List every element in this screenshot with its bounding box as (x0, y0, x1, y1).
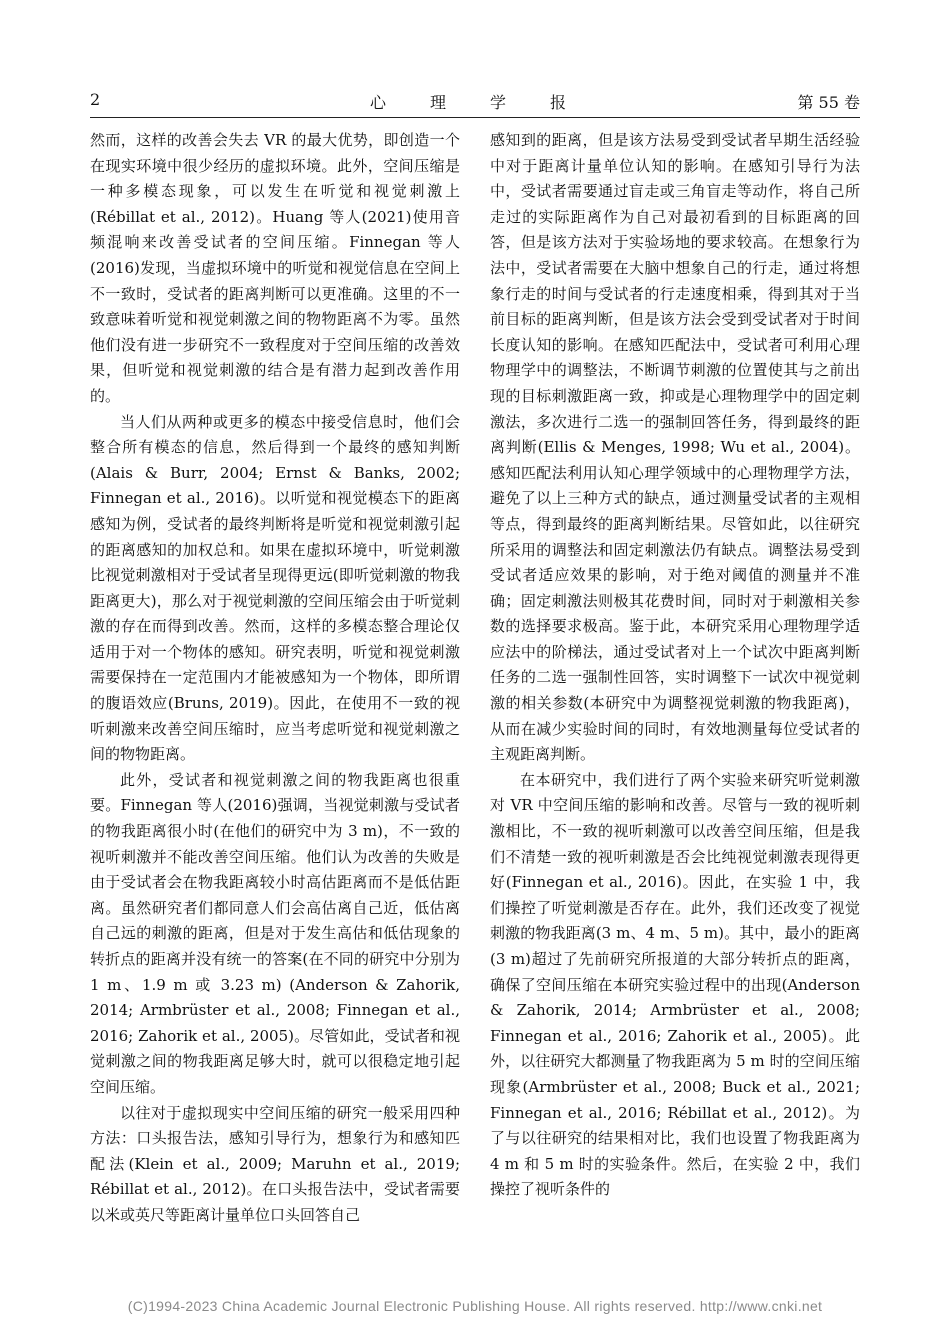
paragraph: 然而，这样的改善会失去 VR 的最大优势，即创造一个在现实环境中很少经历的虚拟环境。此外，空间压缩是一种多模态现象，可以发生在听觉和视觉刺激上(Rébillat et al., 2012)。Huang 等人(2021)使用音频混响来改善受试者的空间压缩。Finnegan 等人(2016)发现，当虚拟环境中的听觉和视觉信息在空间上不一致时，受试者的距离判断可以更准确。这里的不一致意味着听觉和视觉刺激之间的物物距离不为零。虽然他们没有进一步研究不一致程度对于空间压缩的改善效果，但听觉和视觉刺激的结合是有潜力起到改善作用的。 (90, 131, 460, 405)
page-number: 2 (90, 90, 101, 109)
journal-title: 心 理 学 报 (369, 93, 580, 112)
paragraph: 在本研究中，我们进行了两个实验来研究听觉刺激对 VR 中空间压缩的影响和改善。尽管与一致的视听刺激相比，不一致的视听刺激可以改善空间压缩，但是我们不清楚一致的视听刺激是否会比纯视觉刺激表现得更好(Finnegan et al., 2016)。因此，在实验 1 中，我们操控了听觉刺激是否存在。此外，我们还改变了视觉刺激的物我距离(3 m、4 m、5 m)。其中，最小的距离(3 m)超过了先前研究所报道的大部分转折点的距离，确保了空间压缩在本研究实验过程中的出现(Anderson & Zahorik, 2014; Armbrüster et al., 2008; Finnegan et al., 2016; Zahorik et al., 2005)。此外，以往研究大都测量了物我距离为 5 m 时的空间压缩现象(Armbrüster et al., 2008; Buck et al., 2021; Finnegan et al., 2016; Rébillat et al., 2012)。为了与以往研究的结果相对比，我们也设置了物我距离为 4 m 和 5 m 时的实验条件。然后，在实验 2 中，我们操控了视听条件的 (490, 770, 860, 1199)
running-header (90, 90, 860, 114)
header-rule (90, 117, 860, 118)
paragraph: 以往对于虚拟现实中空间压缩的研究一般采用四种方法：口头报告法，感知引导行为，想象行为和感知匹配法(Klein et al., 2009; Maruhn et al., 2019; Rébillat et al., 2012)。在口头报告法中，受试者需要以米或英尺等距离计量单位口头回答自己 (90, 1103, 460, 1224)
paragraph: 感知到的距离，但是该方法易受到受试者早期生活经验中对于距离计量单位认知的影响。在感知引导行为法中，受试者需要通过盲走或三角盲走等动作，将自己所走过的实际距离作为自己对最初看到的目标距离的回答，但是该方法对于实验场地的要求较高。在想象行为法中，受试者需要在大脑中想象自己的行走，通过将想象行走的时间与受试者的行走速度相乘，得到其对于当前目标的距离判断，但是该方法会受到受试者对于时间长度认知的影响。在感知匹配法中，受试者可利用心理物理学中的调整法，不断调节刺激的位置使其与之前出现的目标刺激距离一致，抑或是心理物理学中的固定刺激法，多次进行二选一的强制回答任务，得到最终的距离判断(Ellis & Menges, 1998; Wu et al., 2004)。感知匹配法利用认知心理学领域中的心理物理学方法，避免了以上三种方式的缺点，通过测量受试者的主观相等点，得到最终的距离判断结果。尽管如此，以往研究所采用的调整法和固定刺激法仍有缺点。调整法易受到受试者适应效果的影响，对于绝对阈值的测量并不准确；固定刺激法则极其花费时间，同时对于刺激相关参数的选择要求极高。鉴于此，本研究采用心理物理学适应法中的阶梯法，通过受试者对上一个试次中距离判断任务的二选一强制性回答，实时调整下一试次中视觉刺激的相关参数(本研究中为调整视觉刺激的物我距离)，从而在减少实验时间的同时，有效地测量每位受试者的主观距离判断。 (490, 131, 860, 764)
paragraph: 此外，受试者和视觉刺激之间的物我距离也很重要。Finnegan 等人(2016)强调，当视觉刺激与受试者的物我距离很小时(在他们的研究中为 3 m)，不一致的视听刺激并不能改善空间压缩。他们认为改善的失败是由于受试者会在物我距离较小时高估距离而不是低估距离。虽然研究者们都同意人们会高估离自己近，低估离自己远的刺激的距离，但是对于发生高估和低估现象的转折点的距离并没有统一的答案(在不同的研究中分别为 1 m、1.9 m 或 3.23 m) (Anderson & Zahorik, 2014; Armbrüster et al., 2008; Finnegan et al., 2016; Zahorik et al., 2005)。尽管如此，受试者和视觉刺激之间的物我距离足够大时，就可以很稳定地引起空间压缩。 (90, 770, 460, 1096)
paragraph: 当人们从两种或更多的模态中接受信息时，他们会整合所有模态的信息，然后得到一个最终的感知判断(Alais & Burr, 2004; Ernst & Banks, 2002; Finnegan et al., 2016)。以听觉和视觉模态下的距离感知为例，受试者的最终判断将是听觉和视觉刺激引起的距离感知的加权总和。如果在虚拟环境中，听觉刺激比视觉刺激相对于受试者呈现得更远(即听觉刺激的物我距离更大)，那么对于视觉刺激的空间压缩会由于听觉刺激的存在而得到改善。然而，这样的多模态整合理论仅适用于对一个物体的感知。研究表明，听觉和视觉刺激需要保持在一定范围内才能被感知为一个物体，即所谓的腹语效应(Bruns, 2019)。因此，在使用不一致的视听刺激来改善空间压缩时，应当考虑听觉和视觉刺激之间的物物距离。 (90, 412, 460, 764)
left-column (90, 128, 460, 1229)
volume-label: 第 55 卷 (797, 93, 860, 112)
right-column (490, 128, 860, 1203)
copyright-footer: (C)1994-2023 China Academic Journal Electronic Publishing House. All rights reserved. http://www.cnki.net (127, 1298, 823, 1314)
